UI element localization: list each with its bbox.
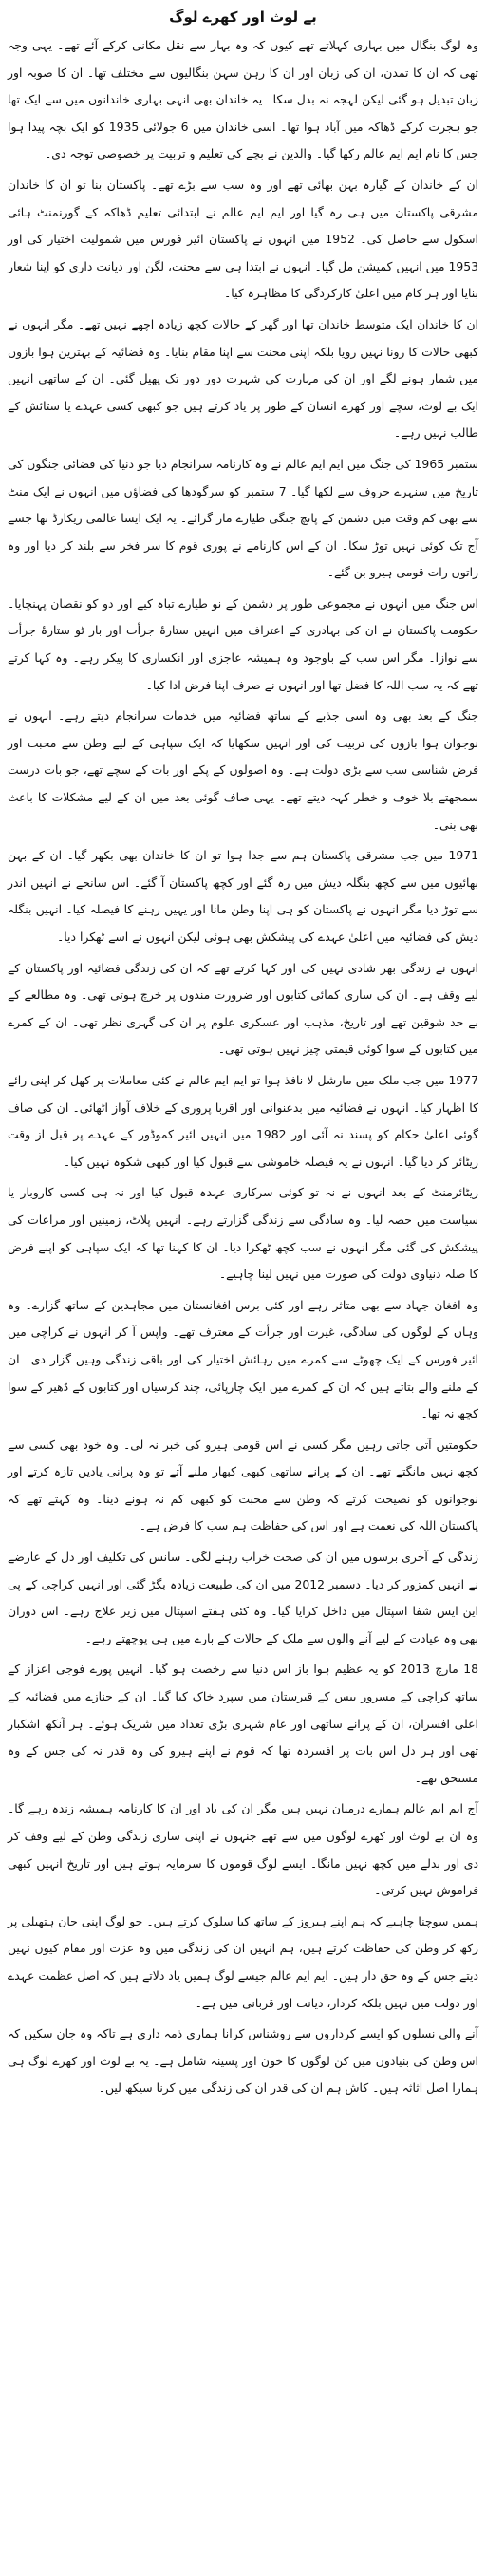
article-paragraph: جنگ کے بعد بھی وہ اسی جذبے کے ساتھ فضائیہ میں خدمات سرانجام دیتے رہے۔ انہوں نے نوجوان ہوا بازوں کی تربیت کی اور انہیں سکھایا کہ ایک سپاہی کے لیے وطن سے محبت اور فرض شناسی سب سے بڑی دولت ہے۔ وہ اصولوں کے پکے اور بات کے سچے تھے، جو بات درست سمجھتے بلا خوف و خطر کہہ دیتے تھے۔ یہی صاف گوئی بعد میں ان کے لیے مشکلات کا باعث بھی بنی۔	[8, 708, 478, 832]
article-body	[8, 32, 478, 2102]
article-headline: بے لوث اور کھرے لوگ	[169, 9, 317, 26]
article-paragraph: اس جنگ میں انہوں نے مجموعی طور پر دشمن کے نو طیارے تباہ کیے اور دو کو نقصان پہنچایا۔ حکومت پاکستان نے ان کی بہادری کے اعتراف میں انہیں ستارۂ جرأت اور بار ٹو ستارۂ جرأت سے نوازا۔ مگر اس سب کے باوجود وہ ہمیشہ عاجزی اور انکساری کا پیکر رہے۔ وہ کہا کرتے تھے کہ یہ سب اللہ کا فضل تھا اور انہوں نے صرف اپنا فرض ادا کیا۔	[8, 595, 478, 692]
article-paragraph: 1971 میں جب مشرقی پاکستان ہم سے جدا ہوا تو ان کا خاندان بھی بکھر گیا۔ ان کے بہن بھائیوں میں سے کچھ بنگلہ دیش میں رہ گئے اور کچھ پاکستان آ گئے۔ اس سانحے نے انہیں اندر سے توڑ دیا مگر انہوں نے پاکستان کو ہی اپنا وطن مانا اور یہیں رہنے کا فیصلہ کیا۔ انہیں بنگلہ دیش کی فضائیہ میں اعلیٰ عہدے کی پیشکش بھی ہوئی لیکن انہوں نے اسے ٹھکرا دیا۔	[8, 848, 478, 944]
article-paragraph: ان کے خاندان کے گیارہ بہن بھائی تھے اور وہ سب سے بڑے تھے۔ پاکستان بنا تو ان کا خاندان مشرقی پاکستان میں ہی رہ گیا اور ایم ایم عالم نے ابتدائی تعلیم ڈھاکہ کے گورنمنٹ ہائی اسکول سے حاصل کی۔ 1952 میں انہوں نے پاکستان ائیر فورس میں شمولیت اختیار کی اور 1953 میں انہیں کمیشن مل گیا۔ انہوں نے ابتدا ہی سے محنت، لگن اور دیانت داری کو اپنا شعار بنایا اور ہر کام میں اعلیٰ کارکردگی کا مظاہرہ کیا۔	[8, 177, 478, 301]
article-paragraph: ہمیں سوچنا چاہیے کہ ہم اپنے ہیروز کے ساتھ کیا سلوک کرتے ہیں۔ جو لوگ اپنی جان ہتھیلی پر رکھ کر وطن کی حفاظت کرتے ہیں، ہم انہیں ان کی زندگی میں وہ عزت اور مقام کیوں نہیں دیتے جس کے وہ حق دار ہیں۔ ایم ایم عالم جیسے لوگ ہمیں یاد دلاتے ہیں کہ اصل عظمت عہدے اور دولت میں نہیں بلکہ کردار، دیانت اور قربانی میں ہے۔	[8, 1913, 478, 2010]
article-paragraph: ریٹائرمنٹ کے بعد انہوں نے نہ تو کوئی سرکاری عہدہ قبول کیا اور نہ ہی کسی کاروبار یا سیاست میں حصہ لیا۔ وہ سادگی سے زندگی گزارتے رہے۔ انہیں پلاٹ، زمینیں اور مراعات کی پیشکش کی گئی مگر انہوں نے سب کچھ ٹھکرا دیا۔ ان کا کہنا تھا کہ ایک سپاہی کو اپنے فرض کا صلہ دنیاوی دولت کی صورت میں نہیں لینا چاہیے۔	[8, 1185, 478, 1282]
article-paragraph: ان کا خاندان ایک متوسط خاندان تھا اور گھر کے حالات کچھ زیادہ اچھے نہیں تھے۔ مگر انہوں نے کبھی حالات کا رونا نہیں رویا بلکہ اپنی محنت سے اپنا مقام بنایا۔ وہ فضائیہ کے بہترین ہوا بازوں میں شمار ہونے لگے اور ان کی مہارت کی شہرت دور دور تک پھیل گئی۔ ان کے ساتھی انہیں ایک بے لوث، سچے اور کھرے انسان کے طور پر یاد کرتے ہیں جو کبھی کسی عہدے یا ستائش کے طالب نہیں رہے۔	[8, 316, 478, 441]
article-paragraph: 1977 میں جب ملک میں مارشل لا نافذ ہوا تو ایم ایم عالم نے کئی معاملات پر کھل کر اپنی رائے کا اظہار کیا۔ انہوں نے فضائیہ میں بدعنوانی اور اقربا پروری کے خلاف آواز اٹھائی۔ ان کی صاف گوئی اعلیٰ حکام کو پسند نہ آئی اور 1982 میں انہیں ائیر کموڈور کے عہدے پر قبل از وقت ریٹائر کر دیا گیا۔ انہوں نے یہ فیصلہ خاموشی سے قبول کیا اور کبھی شکوہ نہیں کیا۔	[8, 1072, 478, 1169]
article-paragraph: آج ایم ایم عالم ہمارے درمیان نہیں ہیں مگر ان کی یاد اور ان کا کارنامہ ہمیشہ زندہ رہے گا۔ وہ ان بے لوث اور کھرے لوگوں میں سے تھے جنہوں نے اپنی ساری زندگی وطن کے لیے وقف کر دی اور بدلے میں کچھ نہیں مانگا۔ ایسے لوگ قوموں کا سرمایہ ہوتے ہیں اور تاریخ انہیں کبھی فراموش نہیں کرتی۔	[8, 1801, 478, 1898]
article-paragraph: 18 مارچ 2013 کو یہ عظیم ہوا باز اس دنیا سے رخصت ہو گیا۔ انہیں پورے فوجی اعزاز کے ساتھ کراچی کے مسرور بیس کے قبرستان میں سپرد خاک کیا گیا۔ ان کے جنازے میں فضائیہ کے اعلیٰ افسران، ان کے پرانے ساتھی اور عام شہری بڑی تعداد میں شریک ہوئے۔ ہر آنکھ اشکبار تھی اور ہر دل اس بات پر افسردہ تھا کہ قوم نے اپنے ہیرو کی وہ قدر نہ کی جس کے وہ مستحق تھے۔	[8, 1662, 478, 1785]
article-paragraph: انہوں نے زندگی بھر شادی نہیں کی اور کہا کرتے تھے کہ ان کی زندگی فضائیہ اور پاکستان کے لیے وقف ہے۔ ان کی ساری کمائی کتابوں اور ضرورت مندوں پر خرچ ہوتی تھی۔ وہ مطالعے کے بے حد شوقین تھے اور تاریخ، مذہب اور عسکری علوم پر ان کی گہری نظر تھی۔ ان کے کمرے میں کتابوں کے سوا کوئی قیمتی چیز نہیں ہوتی تھی۔	[8, 960, 478, 1057]
article-paragraph: حکومتیں آتی جاتی رہیں مگر کسی نے اس قومی ہیرو کی خبر نہ لی۔ وہ خود بھی کسی سے کچھ نہیں مانگتے تھے۔ ان کے پرانے ساتھی کبھی کبھار ملنے آتے تو وہ پرانی یادیں تازہ کرتے اور نوجوانوں کو نصیحت کرتے کہ وطن سے محبت کو کبھی کم نہ ہونے دینا۔ وہ کہتے تھے کہ پاکستان اللہ کی نعمت ہے اور اس کی حفاظت ہم سب کا فرض ہے۔	[8, 1437, 478, 1533]
article-paragraph: وہ لوگ بنگال میں بہاری کہلاتے تھے کیوں کہ وہ بہار سے نقل مکانی کرکے آئے تھے۔ یہی وجہ تھی کہ ان کا تمدن، ان کی زبان اور ان کا رہن سہن بنگالیوں سے مختلف تھا۔ ان کا صوبہ اور زبان تبدیل ہو گئی لیکن لہجہ نہ بدل سکا۔ یہ خاندان بھی انہی بہاری خاندانوں میں سے ایک تھا جو ہجرت کرکے ڈھاکہ میں آباد ہوا تھا۔ اسی خاندان میں 6 جولائی 1935 کو ایک بچہ پیدا ہوا جس کا نام ایم ایم عالم رکھا گیا۔ والدین نے بچے کی تعلیم و تربیت پر خصوصی توجہ دی۔	[8, 38, 478, 161]
article-paragraph: زندگی کے آخری برسوں میں ان کی صحت خراب رہنے لگی۔ سانس کی تکلیف اور دل کے عارضے نے انہیں کمزور کر دیا۔ دسمبر 2012 میں ان کی طبیعت زیادہ بگڑ گئی اور انہیں کراچی کے پی این ایس شفا اسپتال میں داخل کرایا گیا۔ وہ کئی ہفتے اسپتال میں زیر علاج رہے۔ اس دوران بھی وہ عیادت کے لیے آنے والوں سے ملک کے حالات کے بارے میں ہی پوچھتے رہے۔	[7, 1550, 479, 1645]
article-paragraph: آنے والی نسلوں کو ایسے کرداروں سے روشناس کرانا ہماری ذمہ داری ہے تاکہ وہ جان سکیں کہ اس وطن کی بنیادوں میں کن لوگوں کا خون اور پسینہ شامل ہے۔ یہ بے لوث اور کھرے لوگ ہی ہمارا اصل اثاثہ ہیں۔ کاش ہم ان کی قدر ان کی زندگی میں کرنا سیکھ لیں۔	[8, 2026, 478, 2096]
article-paragraph: ستمبر 1965 کی جنگ میں ایم ایم عالم نے وہ کارنامہ سرانجام دیا جو دنیا کی فضائی جنگوں کی تاریخ میں سنہرے حروف سے لکھا گیا۔ 7 ستمبر کو سرگودھا کی فضاؤں میں انہوں نے ایک منٹ سے بھی کم وقت میں دشمن کے پانچ جنگی طیارے مار گرائے۔ یہ ایک ایسا عالمی ریکارڈ تھا جسے آج تک کوئی نہیں توڑ سکا۔ ان کے اس کارنامے نے پوری قوم کا سر فخر سے بلند کر دیا اور وہ راتوں رات قومی ہیرو بن گئے۔	[8, 456, 478, 580]
article-paragraph: وہ افغان جہاد سے بھی متاثر رہے اور کئی برس افغانستان میں مجاہدین کے ساتھ گزارے۔ وہ وہاں کے لوگوں کی سادگی، غیرت اور جرأت کے معترف تھے۔ واپس آ کر انہوں نے کراچی میں ائیر فورس کے ایک چھوٹے سے کمرے میں رہائش اختیار کی اور باقی زندگی وہیں گزار دی۔ ان کے ملنے والے بتاتے ہیں کہ ان کے کمرے میں ایک چارپائی، چند کرسیاں اور کتابوں کے ڈھیر کے سوا کچھ نہ تھا۔	[8, 1297, 478, 1421]
